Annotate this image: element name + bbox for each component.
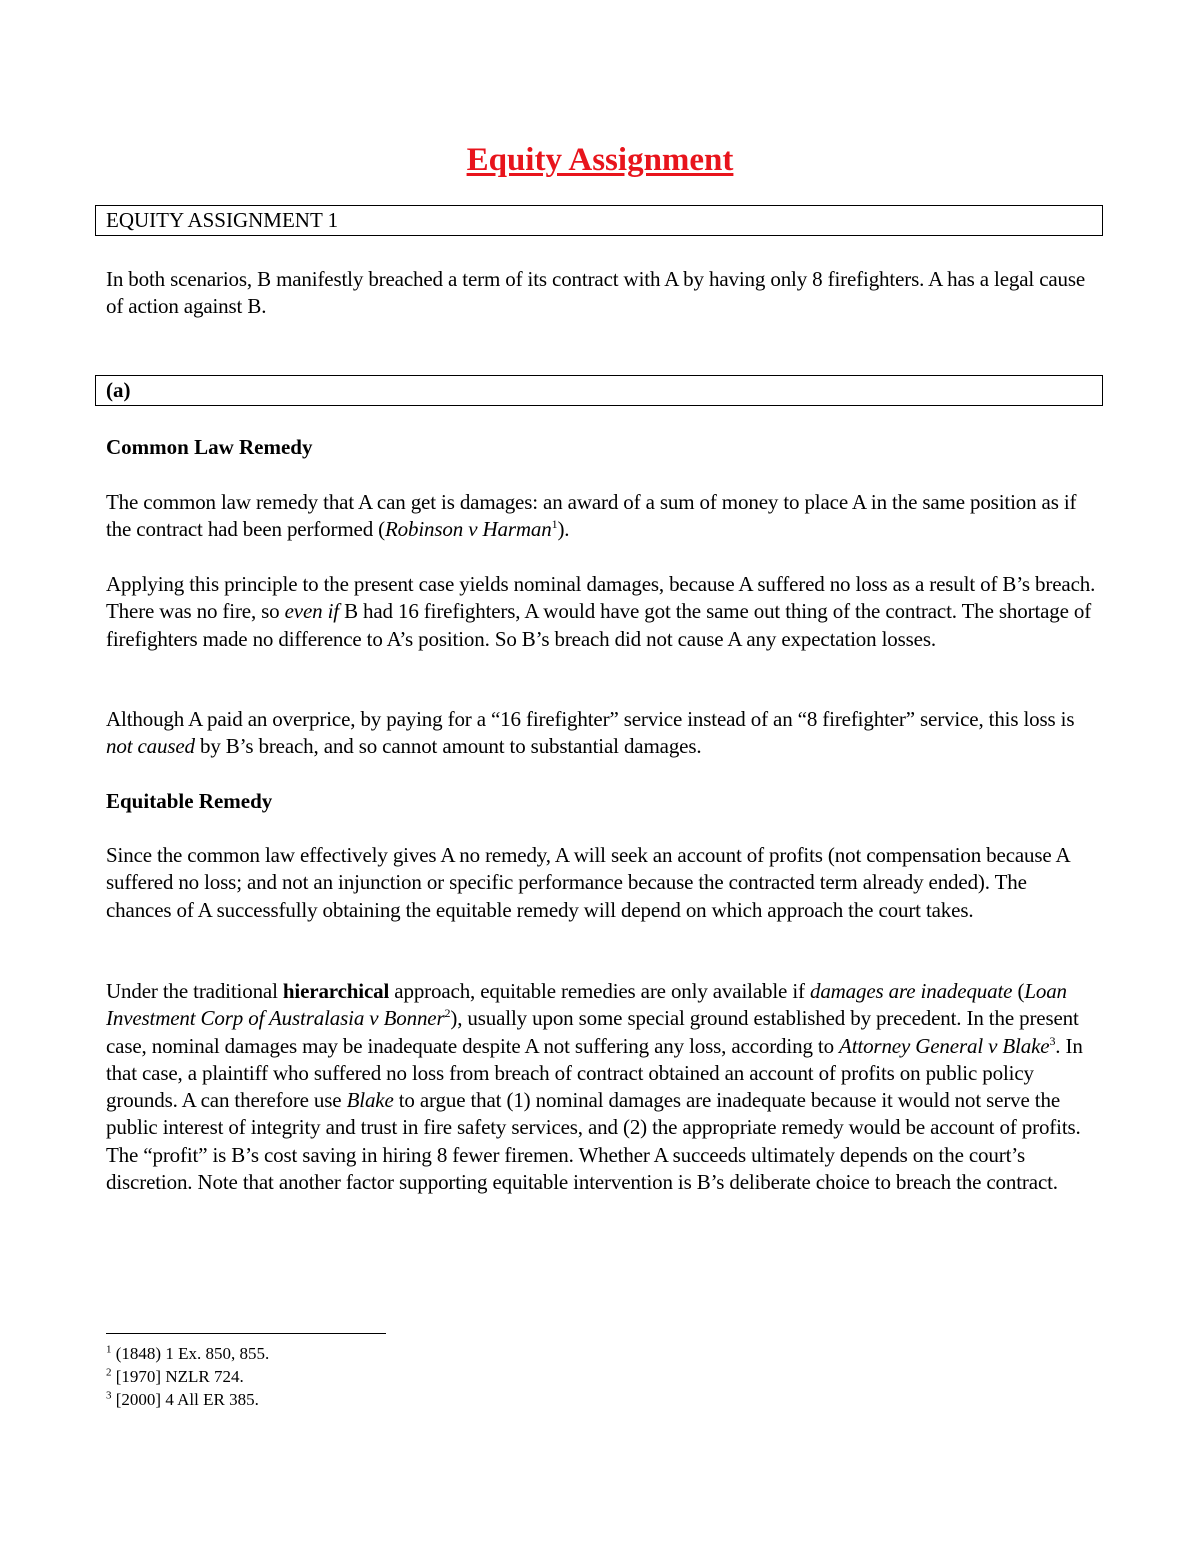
intro-paragraph: In both scenarios, B manifestly breached a term of its contract with A by having only 8 firefighters. A has a legal cause of action against B. [106, 267, 1086, 319]
section-header: EQUITY ASSIGNMENT 1 [95, 205, 1103, 236]
footnote-2: $^2$ [1970] NZLR 724. [106, 1366, 244, 1386]
footnotes [106, 1342, 269, 1411]
common-law-paragraph-3: Although A paid an overprice, by paying for a “16 firefighter” service instead of an “8 firefighter” service, this loss is not caused by B’s breach, and so cannot amount to substantial damages. [106, 707, 1075, 759]
footnote-ref: 1 [551, 517, 558, 532]
case-citation: Robinson v Harman [385, 517, 552, 542]
part-label: (a) [95, 375, 1103, 406]
equitable-paragraph-1: Since the common law effectively gives A no remedy, A will seek an account of profits (not compensation because A suffered no loss; and not an injunction or specific performance because the contracted term already ended). The chances of A successfully obtaining the equitable remedy will depend on which approach the court takes. [106, 843, 1070, 922]
equitable-paragraph-2: Under the traditional hierarchical approach, equitable remedies are only available if damages are inadequate (Loan Investment Corp of Australasia v Bonner$^2$), usually upon some special ground established by precedent. In the present case, nominal damages may be inadequate despite A not suffering any loss, according to Attorney General v Blake$^3$. In that case, a plaintiff who suffered no loss from breach of contract obtained an account of profits on public policy grounds. A can therefore use Blake to argue that (1) nominal damages are inadequate because it would not serve the public interest of integrity and trust in fire safety services, and (2) the appropriate remedy would be account of profits. The “profit” is B’s cost saving in hiring 8 fewer firemen. Whether A succeeds ultimately depends on the court’s discretion. Note that another factor supporting equitable intervention is B’s deliberate choice to breach the contract. [106, 979, 1083, 1195]
case-citation: Blake [346, 1088, 394, 1113]
footnote-3: $^3$ [2000] 4 All ER 385. [106, 1389, 259, 1409]
footnote-ref: 3 [1049, 1033, 1056, 1048]
common-law-paragraph-1: The common law remedy that A can get is damages: an award of a sum of money to place A in the same position as if the contract had been performed (Robinson v Harman$^1$). [106, 490, 1077, 542]
footnote-1: $^1$ (1848) 1 Ex. 850, 855. [106, 1343, 270, 1363]
footnote-ref: 2 [444, 1006, 451, 1021]
case-citation: Loan Investment Corp of Australasia v Bonner [106, 979, 1067, 1031]
footnote-divider [106, 1333, 386, 1334]
common-law-paragraph-2: Applying this principle to the present case yields nominal damages, because A suffered no loss as a result of B’s breach. There was no fire, so even if B had 16 firefighters, A would have got the same out thing of the contract. The shortage of firefighters made no difference to A’s position. So B’s breach did not cause A any expectation losses. [106, 572, 1096, 651]
case-citation: Attorney General v Blake [839, 1033, 1050, 1058]
document-title: Equity Assignment [466, 142, 734, 178]
common-law-heading: Common Law Remedy [106, 435, 313, 459]
equitable-heading: Equitable Remedy [106, 789, 273, 813]
